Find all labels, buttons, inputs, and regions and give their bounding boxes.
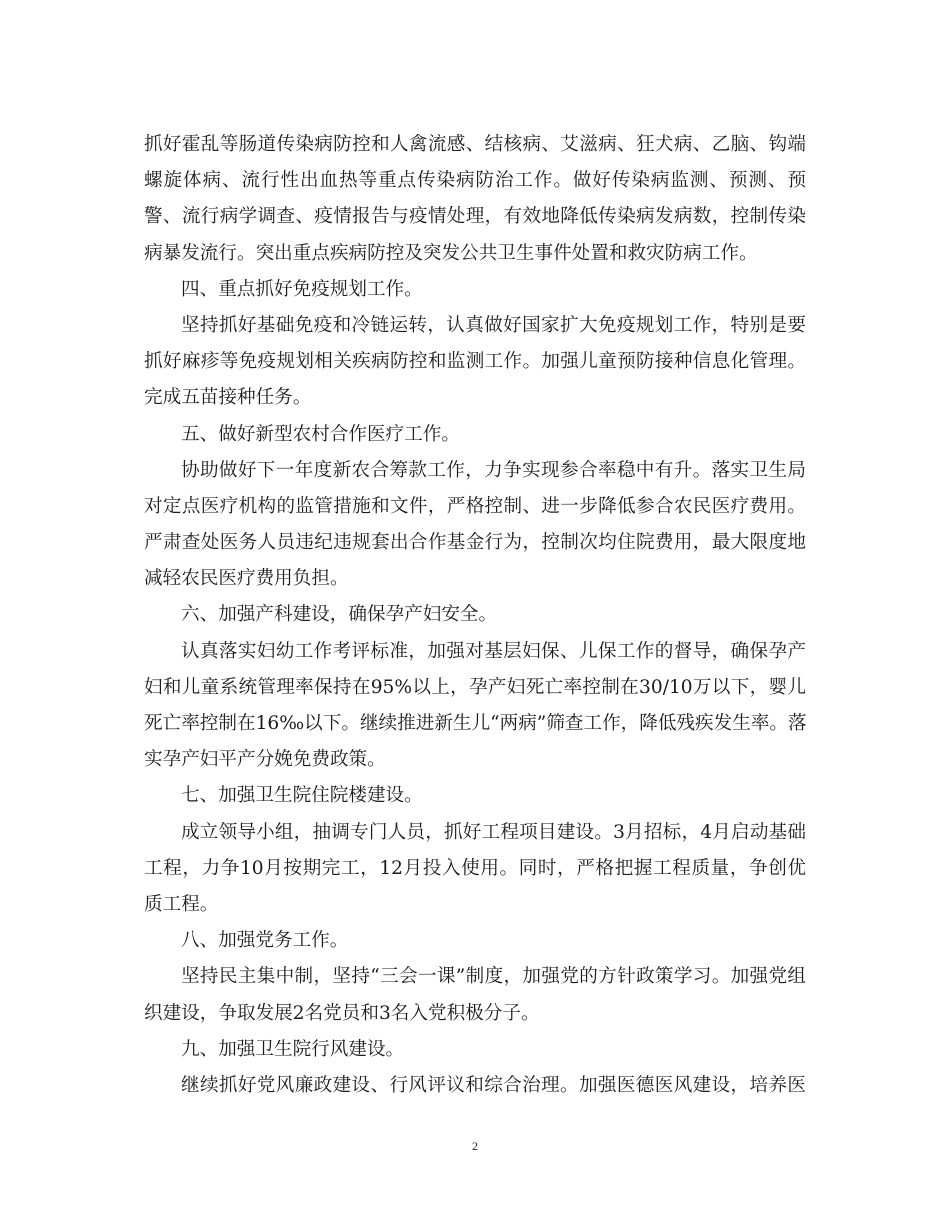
text-line: 坚持民主集中制，坚持“三会一课”制度，加强党的方针政策学习。加强党组 <box>181 966 806 988</box>
text-line: 对定点医疗机构的监管措施和文件，严格控制、进一步降低参合农民医疗费用。 <box>144 495 806 517</box>
text-line: 八、加强党务工作。 <box>181 930 349 952</box>
text-line: 工程，力争10月按期完工，12月投入使用。同时，严格把握工程质量，争创优 <box>144 857 806 879</box>
text-line: 螺旋体病、流行性出血热等重点传染病防治工作。做好传染病监测、预测、预 <box>144 170 806 192</box>
text-line: 认真落实妇幼工作考评标准，加强对基层妇保、儿保工作的督导，确保孕产 <box>181 640 806 662</box>
page-number: 2 <box>472 1139 478 1153</box>
text-line: 五、做好新型农村合作医疗工作。 <box>181 423 460 445</box>
text-line: 九、加强卫生院行风建设。 <box>181 1038 405 1060</box>
text-line: 协助做好下一年度新农合筹款工作，力争实现参合率稳中有升。落实卫生局 <box>181 459 806 481</box>
text-line: 死亡率控制在16‰以下。继续推进新生儿“两病”筛查工作，降低残疾发生率。落 <box>144 713 807 734</box>
text-line: 严肃查处医务人员违纪违规套出合作基金行为，控制次均住院费用，最大限度地 <box>144 532 806 554</box>
text-line: 减轻农民医疗费用负担。 <box>144 568 349 590</box>
text-line: 抓好霍乱等肠道传染病防控和人禽流感、结核病、艾滋病、狂犬病、乙脑、钩端 <box>144 134 806 155</box>
text-line: 妇和儿童系统管理率保持在95%以上，孕产妇死亡率控制在30/10万以下，婴儿 <box>144 676 806 698</box>
text-line: 警、流行病学调查、疫情报告与疫情处理，有效地降低传染病发病数，控制传染 <box>144 206 806 228</box>
text-line: 抓好麻疹等免疫规划相关疾病防控和监测工作。加强儿童预防接种信息化管理。 <box>144 351 806 373</box>
text-line: 六、加强产科建设，确保孕产妇安全。 <box>181 604 498 626</box>
text-line: 四、重点抓好免疫规划工作。 <box>181 278 423 300</box>
text-line: 完成五苗接种任务。 <box>144 387 312 409</box>
text-line: 成立领导小组，抽调专门人员，抓好工程项目建设。3月招标，4月启动基础 <box>181 821 806 843</box>
text-line: 质工程。 <box>144 893 219 915</box>
body-text <box>144 127 806 1104</box>
text-line: 实孕产妇平产分娩免费政策。 <box>144 749 386 771</box>
text-line: 病暴发流行。突出重点疾病防控及突发公共卫生事件处置和救灾防病工作。 <box>144 242 758 264</box>
text-line: 织建设，争取发展2名党员和3名入党积极分子。 <box>144 1002 540 1024</box>
text-line: 七、加强卫生院住院楼建设。 <box>181 785 423 807</box>
text-line: 继续抓好党风廉政建设、行风评议和综合治理。加强医德医风建设，培养医 <box>181 1074 806 1096</box>
text-line: 坚持抓好基础免疫和冷链运转，认真做好国家扩大免疫规划工作，特别是要 <box>181 314 806 336</box>
